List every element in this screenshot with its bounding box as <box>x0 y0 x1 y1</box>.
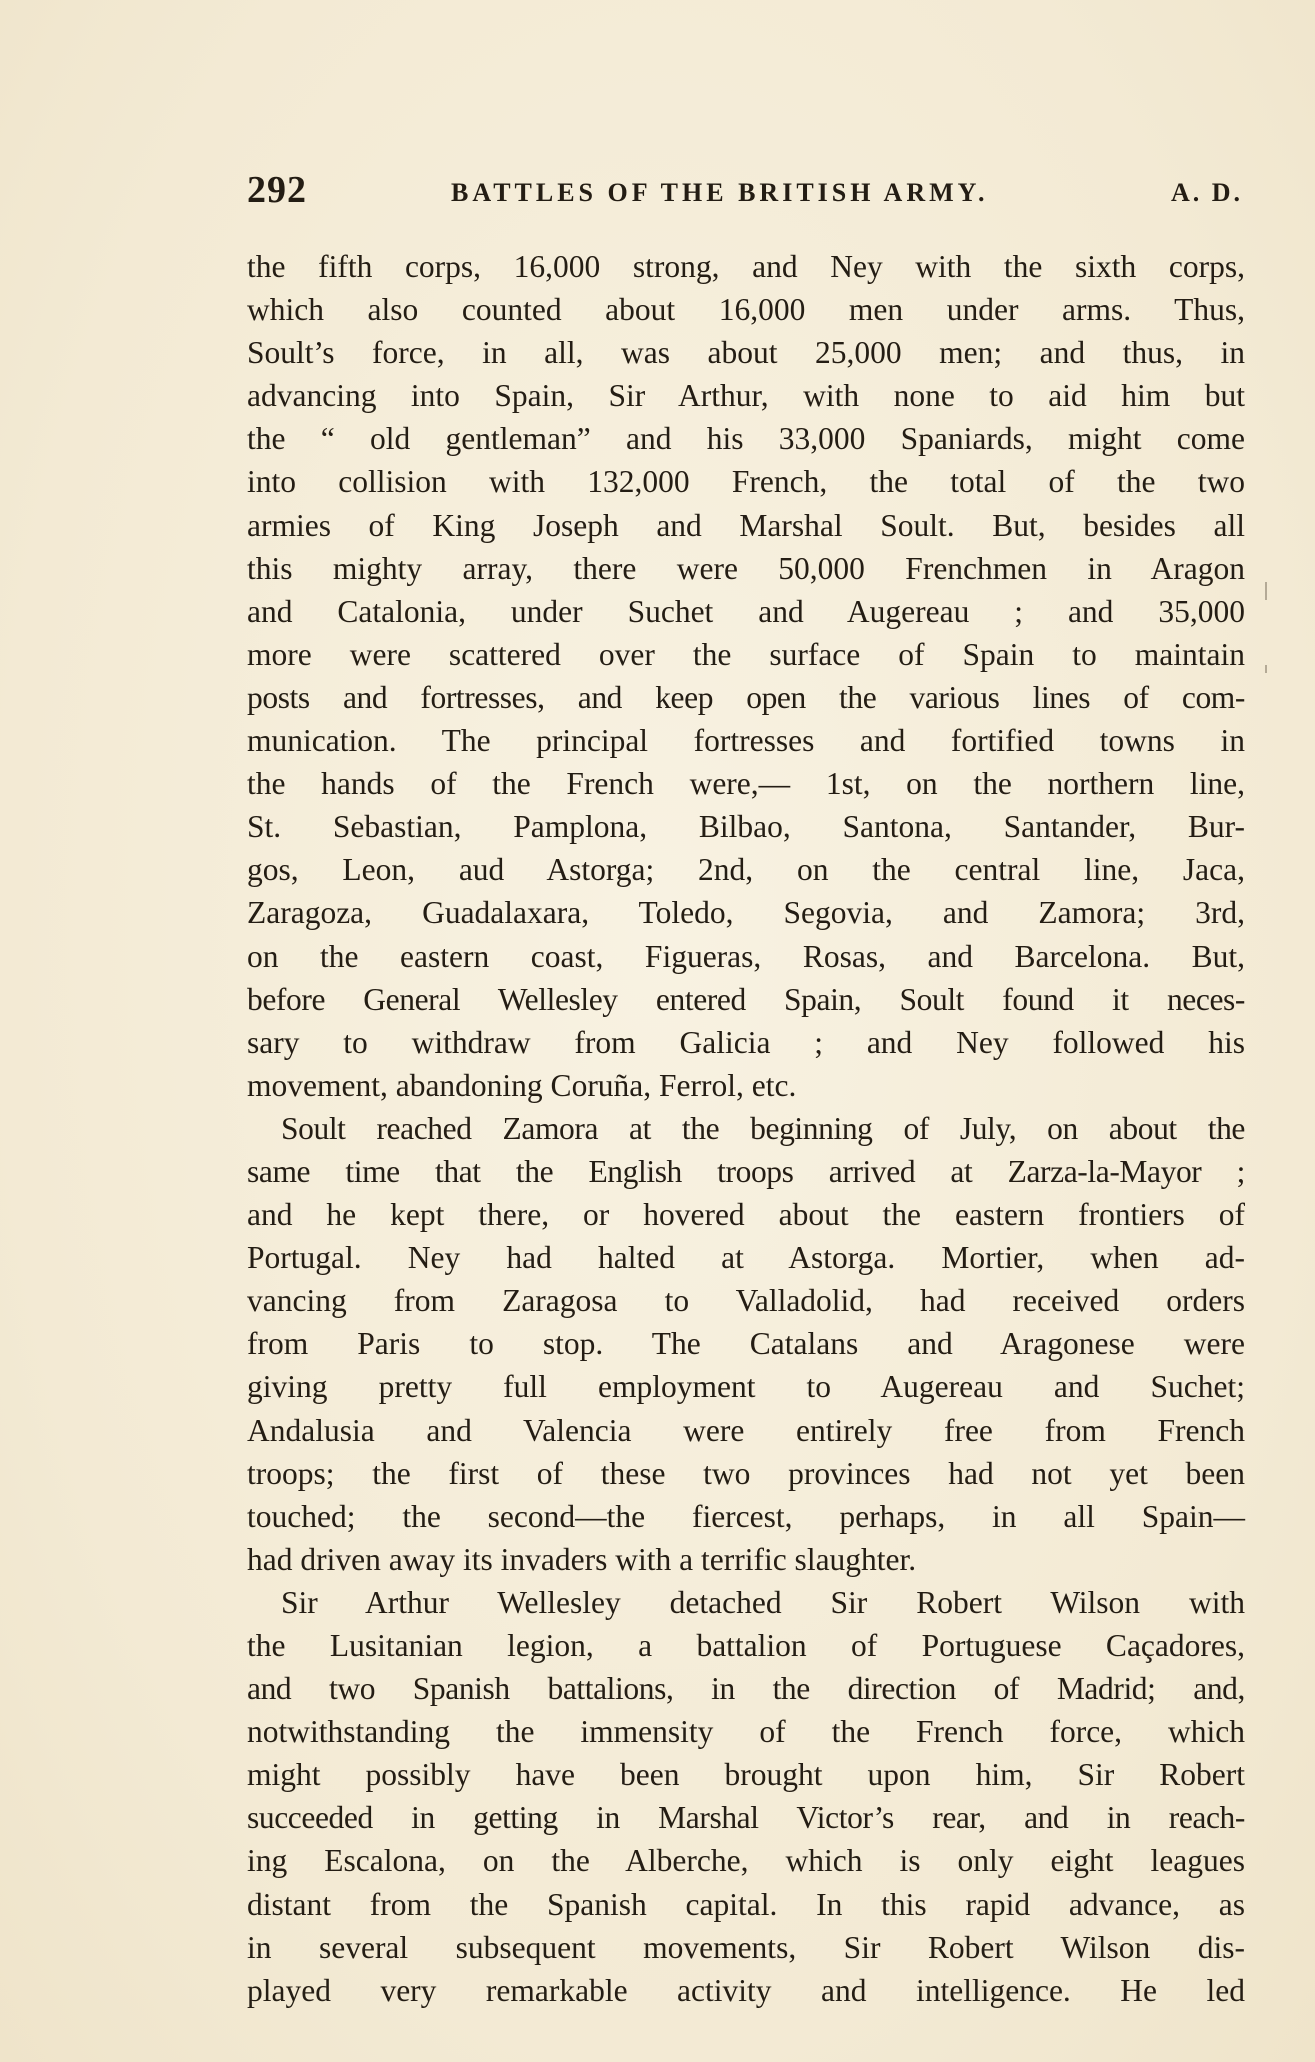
text-line: Soult’s force, in all, was about 25,000 men; and thus, in <box>247 335 1245 371</box>
text-line: and he kept there, or hovered about the eastern frontiers of <box>247 1197 1245 1233</box>
era-label: A. D. <box>1170 178 1243 207</box>
page-number: 292 <box>247 169 307 211</box>
body-text <box>247 245 1245 2012</box>
text-line: notwithstanding the immensity of the French force, which <box>247 1714 1245 1750</box>
text-line: armies of King Joseph and Marshal Soult. But, besides all <box>247 507 1245 543</box>
text-line: Andalusia and Valencia were entirely free from French <box>247 1412 1245 1448</box>
margin-mark <box>1265 582 1267 600</box>
text-line: the “ old gentleman” and his 33,000 Spaniards, might come <box>247 421 1245 457</box>
text-line: before General Wellesley entered Spain, Soult found it neces- <box>247 981 1245 1017</box>
text-line: from Paris to stop. The Catalans and Aragonese were <box>247 1326 1245 1362</box>
text-line: munication. The principal fortresses and fortified towns in <box>247 723 1245 759</box>
text-line: ing Escalona, on the Alberche, which is only eight leagues <box>247 1843 1245 1879</box>
page-header <box>247 168 1243 216</box>
running-title: BATTLES OF THE BRITISH ARMY. <box>451 178 989 207</box>
text-line: Portugal. Ney had halted at Astorga. Mortier, when ad- <box>247 1240 1245 1276</box>
text-line: posts and fortresses, and keep open the various lines of com- <box>247 679 1245 715</box>
text-line: played very remarkable activity and intelligence. He led <box>247 1972 1245 2008</box>
text-line: might possibly have been brought upon him, Sir Robert <box>247 1757 1245 1793</box>
text-line: which also counted about 16,000 men under arms. Thus, <box>247 292 1245 328</box>
text-line: succeeded in getting in Marshal Victor’s rear, and in reach- <box>247 1800 1245 1836</box>
text-line: St. Sebastian, Pamplona, Bilbao, Santona, Santander, Bur- <box>247 809 1245 845</box>
text-line: the Lusitanian legion, a battalion of Portuguese Caçadores, <box>247 1628 1245 1663</box>
text-line: sary to withdraw from Galicia ; and Ney followed his <box>247 1024 1245 1060</box>
text-line: and two Spanish battalions, in the direction of Madrid; and, <box>247 1671 1245 1707</box>
text-line: in several subsequent movements, Sir Robert Wilson dis- <box>247 1929 1245 1965</box>
margin-mark <box>1265 665 1267 673</box>
text-line: more were scattered over the surface of Spain to maintain <box>247 636 1245 672</box>
paragraph-start-line: Sir Arthur Wellesley detached Sir Robert Wilson with <box>281 1584 1245 1620</box>
text-line: into collision with 132,000 French, the total of the two <box>247 464 1245 500</box>
paragraph-start-line: Soult reached Zamora at the beginning of July, on about the <box>281 1110 1245 1146</box>
text-line: the fifth corps, 16,000 strong, and Ney with the sixth corps, <box>247 249 1245 284</box>
text-line: on the eastern coast, Figueras, Rosas, and Barcelona. But, <box>247 938 1245 974</box>
text-line: touched; the second—the fiercest, perhaps, in all Spain— <box>247 1498 1245 1534</box>
text-line: same time that the English troops arrived at Zarza-la-Mayor ; <box>247 1153 1245 1189</box>
text-line: vancing from Zaragosa to Valladolid, had received orders <box>247 1283 1245 1319</box>
text-line: gos, Leon, aud Astorga; 2nd, on the central line, Jaca, <box>247 852 1245 888</box>
text-line: Zaragoza, Guadalaxara, Toledo, Segovia, and Zamora; 3rd, <box>247 895 1245 931</box>
text-line: distant from the Spanish capital. In this rapid advance, as <box>247 1886 1245 1922</box>
text-line: the hands of the French were,— 1st, on the northern line, <box>247 766 1245 802</box>
text-line: troops; the first of these two provinces had not yet been <box>247 1455 1245 1491</box>
text-line: advancing into Spain, Sir Arthur, with none to aid him but <box>247 378 1245 414</box>
text-line: movement, abandoning Coruña, Ferrol, etc. <box>247 1067 797 1103</box>
text-line: giving pretty full employment to Augereau and Suchet; <box>247 1369 1245 1405</box>
text-line: had driven away its invaders with a terrific slaughter. <box>247 1541 917 1577</box>
text-line: and Catalonia, under Suchet and Augereau ; and 35,000 <box>247 593 1245 629</box>
text-line: this mighty array, there were 50,000 Frenchmen in Aragon <box>247 550 1245 586</box>
